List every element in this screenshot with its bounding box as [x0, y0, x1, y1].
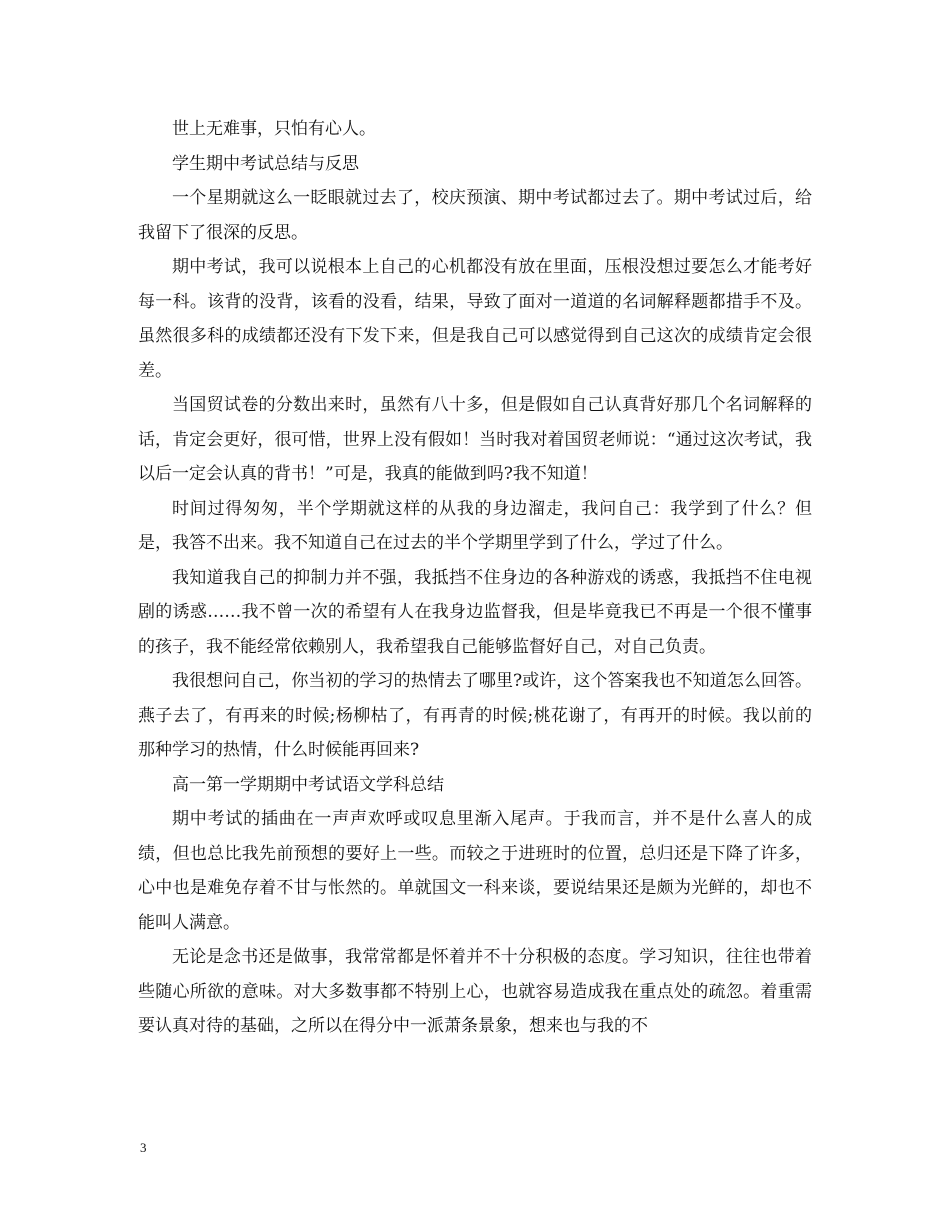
paragraph: 时间过得匆匆，半个学期就这样的从我的身边溜走，我问自己：我学到了什么？但是，我答不出来。我不知道自己在过去的半个学期里学到了什么，学过了什么。	[138, 498, 812, 553]
paragraph: 当国贸试卷的分数出来时，虽然有八十多，但是假如自己认真背好那几个名词解释的话，肯定会更好，很可惜，世界上没有假如！当时我对着国贸老师说：“通过这次考试，我以后一定会认真的背书！”可是，我真的能做到吗?我不知道！	[138, 395, 812, 484]
paragraph: 我知道我自己的抑制力并不强，我抵挡不住身边的各种游戏的诱惑，我抵挡不住电视剧的诱惑……我不曾一次的希望有人在我身边监督我，但是毕竟我已不再是一个很不懂事的孩子，我不能经常依赖别人，我希望我自己能够监督好自己，对自己负责。	[138, 567, 812, 657]
paragraph-closing-proverb: 世上无难事，只怕有心人。	[172, 119, 376, 139]
section-heading-midterm-reflection: 学生期中考试总结与反思	[172, 153, 359, 174]
document-body	[138, 112, 812, 1044]
paragraph: 期中考试的插曲在一声声欢呼或叹息里渐入尾声。于我而言，并不是什么喜人的成绩，但也总比我先前预想的要好上一些。而较之于进班时的位置，总归还是下降了许多，心中也是难免存着不甘与怅然的。单就国文一科来谈，要说结果还是颇为光鲜的，却也不能叫人满意。	[138, 809, 812, 933]
paragraph: 我很想问自己，你当初的学习的热情去了哪里?或许，这个答案我也不知道怎么回答。燕子去了，有再来的时候;杨柳枯了，有再青的时候;桃花谢了，有再开的时候。我以前的那种学习的热情，什么时候能再回来?	[138, 671, 812, 760]
paragraph: 期中考试，我可以说根本上自己的心机都没有放在里面，压根没想过要怎么才能考好每一科。该背的没背，该看的没看，结果，导致了面对一道道的名词解释题都措手不及。虽然很多科的成绩都还没有下发下来，但是我自己可以感觉得到自己这次的成绩肯定会很差。	[138, 257, 812, 381]
paragraph: 无论是念书还是做事，我常常都是怀着并不十分积极的态度。学习知识，往往也带着些随心所欲的意味。对大多数事都不特别上心，也就容易造成我在重点处的疏忽。着重需要认真对待的基础，之所以在得分中一派萧条景象，想来也与我的不	[138, 947, 812, 1036]
page-number: 3	[140, 1140, 147, 1155]
paragraph: 一个星期就这么一眨眼就过去了，校庆预演、期中考试都过去了。期中考试过后，给我留下了很深的反思。	[138, 188, 812, 243]
section-heading-chinese-summary: 高一第一学期期中考试语文学科总结	[172, 774, 444, 795]
